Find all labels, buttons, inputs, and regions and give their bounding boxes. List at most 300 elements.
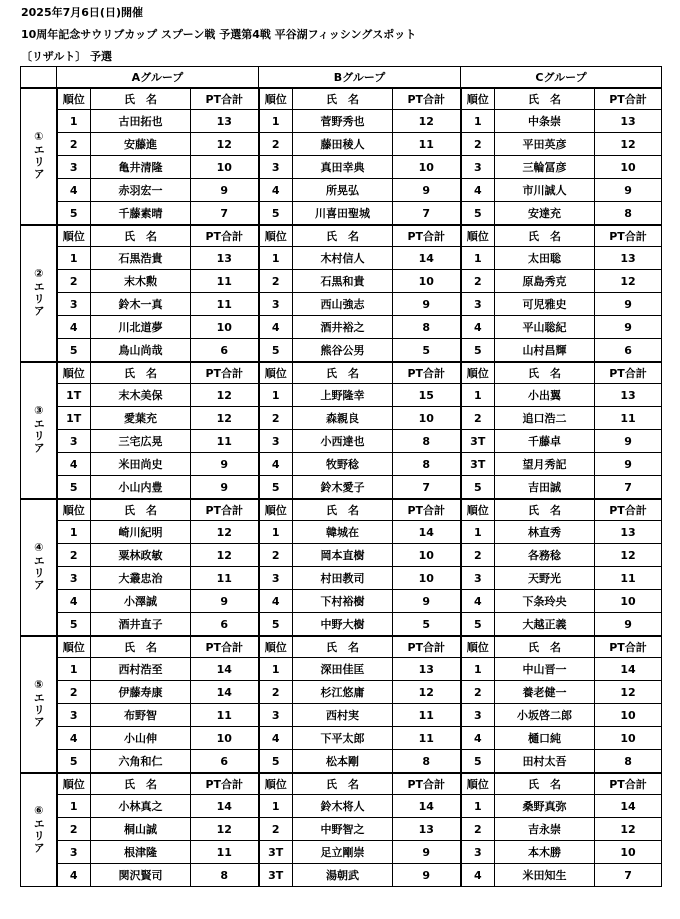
name-cell: 根津隆 [91, 841, 191, 864]
name-header: 氏 名 [293, 499, 393, 521]
pt-cell: 11 [191, 841, 259, 864]
name-header: 氏 名 [495, 225, 595, 247]
column-header-row [21, 362, 662, 384]
pt-cell: 6 [595, 339, 662, 363]
name-cell: 大越正義 [495, 613, 595, 637]
pt-cell: 11 [393, 704, 461, 727]
pt-cell: 9 [393, 590, 461, 613]
pt-cell: 14 [393, 795, 461, 818]
name-cell: 酒井直子 [91, 613, 191, 637]
name-cell: 川喜田聖城 [293, 202, 393, 226]
rank-header: 順位 [461, 88, 495, 110]
results-table [20, 66, 662, 887]
pt-cell: 10 [191, 316, 259, 339]
pt-header: PT合計 [191, 636, 259, 658]
rank-cell: 2 [461, 133, 495, 156]
results-body [21, 88, 662, 887]
pt-cell: 13 [595, 384, 662, 407]
pt-cell: 6 [191, 339, 259, 363]
rank-cell: 2 [57, 133, 91, 156]
area-cell [21, 636, 57, 773]
name-cell: 鈴木愛子 [293, 476, 393, 500]
rank-cell: 5 [259, 613, 293, 637]
name-cell: 足立剛崇 [293, 841, 393, 864]
table-row [21, 316, 662, 339]
name-cell: 平山聡紀 [495, 316, 595, 339]
name-cell: 西山強志 [293, 293, 393, 316]
rank-cell: 2 [461, 270, 495, 293]
rank-header: 順位 [57, 362, 91, 384]
area-label: ④エリア [32, 541, 46, 591]
table-row [21, 841, 662, 864]
rank-cell: 4 [259, 727, 293, 750]
pt-cell: 6 [191, 613, 259, 637]
pt-cell: 6 [191, 750, 259, 774]
name-cell: 下条玲央 [495, 590, 595, 613]
table-row [21, 544, 662, 567]
pt-header: PT合計 [393, 773, 461, 795]
rank-cell: 5 [461, 750, 495, 774]
name-cell: 本木勝 [495, 841, 595, 864]
rank-cell: 5 [57, 750, 91, 774]
rank-cell: 1 [461, 247, 495, 270]
pt-cell: 12 [595, 681, 662, 704]
pt-header: PT合計 [191, 773, 259, 795]
result-label: 〔リザルト〕 予選 [21, 50, 113, 63]
pt-header: PT合計 [595, 362, 662, 384]
name-cell: 牧野稔 [293, 453, 393, 476]
pt-header: PT合計 [393, 636, 461, 658]
pt-cell: 9 [595, 179, 662, 202]
name-cell: 石黒浩貴 [91, 247, 191, 270]
rank-cell: 3 [57, 293, 91, 316]
rank-cell: 4 [461, 316, 495, 339]
pt-cell: 7 [393, 476, 461, 500]
name-header: 氏 名 [293, 362, 393, 384]
pt-cell: 10 [595, 704, 662, 727]
rank-cell: 2 [57, 270, 91, 293]
pt-cell: 9 [191, 453, 259, 476]
name-cell: 桐山誠 [91, 818, 191, 841]
rank-cell: 2 [461, 681, 495, 704]
table-row [21, 864, 662, 887]
table-row [21, 384, 662, 407]
rank-cell: 3 [461, 841, 495, 864]
name-cell: 米田尚史 [91, 453, 191, 476]
rank-cell: 3 [57, 430, 91, 453]
name-cell: 桑野真弥 [495, 795, 595, 818]
pt-cell: 13 [393, 818, 461, 841]
pt-header: PT合計 [393, 225, 461, 247]
table-row [21, 704, 662, 727]
name-header: 氏 名 [293, 773, 393, 795]
rank-header: 順位 [57, 499, 91, 521]
pt-cell: 10 [393, 156, 461, 179]
column-header-row [21, 636, 662, 658]
name-cell: 平田英彦 [495, 133, 595, 156]
rank-cell: 1 [259, 521, 293, 544]
pt-cell: 13 [191, 110, 259, 133]
pt-cell: 14 [595, 658, 662, 681]
group-header-c: Cグループ [461, 67, 662, 89]
table-row [21, 293, 662, 316]
rank-cell: 2 [57, 544, 91, 567]
area-label: ⑤エリア [32, 678, 46, 728]
rank-cell: 4 [461, 864, 495, 887]
rank-cell: 4 [259, 316, 293, 339]
area-label: ②エリア [32, 267, 46, 317]
name-cell: 中野大樹 [293, 613, 393, 637]
rank-cell: 4 [259, 179, 293, 202]
rank-cell: 2 [461, 544, 495, 567]
pt-cell: 12 [191, 818, 259, 841]
pt-cell: 12 [595, 544, 662, 567]
rank-cell: 1 [259, 658, 293, 681]
name-header: 氏 名 [495, 636, 595, 658]
pt-cell: 11 [191, 270, 259, 293]
rank-cell: 2 [57, 818, 91, 841]
pt-cell: 9 [595, 453, 662, 476]
pt-header: PT合計 [191, 88, 259, 110]
table-row [21, 613, 662, 637]
pt-cell: 9 [191, 590, 259, 613]
name-cell: 大叢忠治 [91, 567, 191, 590]
pt-cell: 14 [191, 795, 259, 818]
pt-cell: 10 [595, 727, 662, 750]
rank-cell: 2 [259, 818, 293, 841]
name-cell: 小西達也 [293, 430, 393, 453]
pt-cell: 9 [393, 293, 461, 316]
name-cell: 市川誠人 [495, 179, 595, 202]
rank-cell: 5 [57, 476, 91, 500]
rank-cell: 4 [57, 179, 91, 202]
pt-cell: 8 [393, 430, 461, 453]
rank-cell: 5 [461, 339, 495, 363]
rank-cell: 5 [57, 613, 91, 637]
pt-cell: 14 [393, 247, 461, 270]
name-cell: 関沢賢司 [91, 864, 191, 887]
area-label: ⑥エリア [32, 803, 46, 854]
pt-cell: 14 [191, 658, 259, 681]
pt-cell: 9 [393, 179, 461, 202]
name-cell: 下村裕樹 [293, 590, 393, 613]
name-cell: 愛葉充 [91, 407, 191, 430]
name-cell: 安達充 [495, 202, 595, 226]
rank-cell: 4 [259, 590, 293, 613]
pt-cell: 12 [595, 818, 662, 841]
pt-cell: 12 [393, 681, 461, 704]
pt-cell: 13 [393, 658, 461, 681]
rank-cell: 4 [57, 727, 91, 750]
pt-cell: 8 [191, 864, 259, 887]
name-cell: 真田幸典 [293, 156, 393, 179]
rank-header: 順位 [259, 636, 293, 658]
rank-cell: 3 [57, 841, 91, 864]
name-cell: 岡本直樹 [293, 544, 393, 567]
name-cell: 所晃弘 [293, 179, 393, 202]
name-cell: 樋口純 [495, 727, 595, 750]
rank-header: 順位 [57, 225, 91, 247]
name-cell: 天野光 [495, 567, 595, 590]
pt-header: PT合計 [393, 362, 461, 384]
pt-cell: 9 [393, 864, 461, 887]
name-cell: 古田拓也 [91, 110, 191, 133]
rank-header: 順位 [259, 88, 293, 110]
rank-cell: 1 [461, 795, 495, 818]
area-cell [21, 88, 57, 225]
rank-cell: 1 [461, 384, 495, 407]
rank-cell: 1 [259, 384, 293, 407]
pt-cell: 5 [393, 613, 461, 637]
rank-cell: 2 [259, 681, 293, 704]
pt-cell: 13 [595, 521, 662, 544]
pt-cell: 14 [393, 521, 461, 544]
name-cell: 鈴木一真 [91, 293, 191, 316]
pt-cell: 7 [393, 202, 461, 226]
name-cell: 小林真之 [91, 795, 191, 818]
rank-cell: 1 [259, 795, 293, 818]
rank-cell: 5 [259, 476, 293, 500]
pt-cell: 11 [191, 567, 259, 590]
name-cell: 末木美保 [91, 384, 191, 407]
name-cell: 深田佳匡 [293, 658, 393, 681]
name-cell: 小出翼 [495, 384, 595, 407]
rank-cell: 2 [57, 681, 91, 704]
corner-cell [21, 67, 57, 89]
pt-header: PT合計 [595, 773, 662, 795]
pt-cell: 11 [191, 293, 259, 316]
pt-cell: 12 [393, 110, 461, 133]
pt-cell: 8 [595, 202, 662, 226]
rank-cell: 3 [57, 567, 91, 590]
name-cell: 林直秀 [495, 521, 595, 544]
name-cell: 川北道夢 [91, 316, 191, 339]
name-header: 氏 名 [91, 773, 191, 795]
name-cell: 藤田稜人 [293, 133, 393, 156]
pt-cell: 13 [595, 247, 662, 270]
name-cell: 森親良 [293, 407, 393, 430]
rank-cell: 3 [259, 293, 293, 316]
rank-cell: 2 [259, 407, 293, 430]
pt-header: PT合計 [393, 88, 461, 110]
name-cell: 各務稔 [495, 544, 595, 567]
pt-cell: 14 [595, 795, 662, 818]
area-cell [21, 773, 57, 887]
rank-cell: 5 [259, 750, 293, 774]
rank-cell: 4 [57, 864, 91, 887]
pt-cell: 9 [595, 293, 662, 316]
pt-cell: 7 [595, 476, 662, 500]
name-cell: 木村信人 [293, 247, 393, 270]
pt-cell: 8 [595, 750, 662, 774]
name-cell: 熊谷公男 [293, 339, 393, 363]
rank-cell: 3 [461, 293, 495, 316]
table-row [21, 727, 662, 750]
table-row [21, 110, 662, 133]
pt-cell: 11 [595, 407, 662, 430]
table-row [21, 133, 662, 156]
table-row [21, 590, 662, 613]
name-cell: 安藤進 [91, 133, 191, 156]
rank-cell: 3 [461, 567, 495, 590]
pt-cell: 8 [393, 453, 461, 476]
name-cell: 太田聡 [495, 247, 595, 270]
event-date: 2025年7月6日(日)開催 [21, 6, 143, 19]
rank-cell: 1 [461, 658, 495, 681]
pt-cell: 11 [191, 704, 259, 727]
name-cell: 米田知生 [495, 864, 595, 887]
pt-header: PT合計 [191, 225, 259, 247]
pt-cell: 12 [191, 133, 259, 156]
name-cell: 末木勲 [91, 270, 191, 293]
name-header: 氏 名 [91, 362, 191, 384]
name-cell: 亀井清隆 [91, 156, 191, 179]
rank-cell: 3 [259, 567, 293, 590]
name-cell: 三宅広晃 [91, 430, 191, 453]
pt-header: PT合計 [595, 88, 662, 110]
pt-cell: 10 [393, 407, 461, 430]
rank-cell: 5 [461, 613, 495, 637]
pt-cell: 5 [393, 339, 461, 363]
rank-cell: 4 [57, 453, 91, 476]
rank-cell: 5 [461, 202, 495, 226]
rank-cell: 1T [57, 407, 91, 430]
name-header: 氏 名 [293, 88, 393, 110]
pt-cell: 7 [595, 864, 662, 887]
rank-cell: 1 [57, 247, 91, 270]
table-row [21, 658, 662, 681]
area-cell [21, 225, 57, 362]
table-row [21, 476, 662, 500]
pt-cell: 10 [191, 156, 259, 179]
rank-cell: 3 [259, 430, 293, 453]
name-cell: 西村実 [293, 704, 393, 727]
column-header-row [21, 773, 662, 795]
rank-cell: 1 [57, 658, 91, 681]
table-row [21, 430, 662, 453]
name-cell: 中条崇 [495, 110, 595, 133]
rank-cell: 1 [57, 110, 91, 133]
pt-cell: 10 [595, 156, 662, 179]
pt-cell: 11 [191, 430, 259, 453]
name-cell: 千藤素晴 [91, 202, 191, 226]
table-row [21, 156, 662, 179]
name-cell: 布野智 [91, 704, 191, 727]
name-cell: 鳥山尚哉 [91, 339, 191, 363]
pt-cell: 12 [191, 544, 259, 567]
area-label: ①エリア [32, 130, 46, 180]
rank-cell: 3 [461, 156, 495, 179]
rank-cell: 1 [461, 521, 495, 544]
name-header: 氏 名 [495, 362, 595, 384]
rank-header: 順位 [461, 499, 495, 521]
rank-cell: 3T [461, 430, 495, 453]
rank-header: 順位 [57, 773, 91, 795]
rank-cell: 3 [259, 156, 293, 179]
name-header: 氏 名 [293, 636, 393, 658]
pt-cell: 12 [595, 133, 662, 156]
area-cell [21, 499, 57, 636]
name-cell: 村田教司 [293, 567, 393, 590]
rank-header: 順位 [461, 362, 495, 384]
name-cell: 小山伸 [91, 727, 191, 750]
table-row [21, 407, 662, 430]
pt-cell: 10 [393, 567, 461, 590]
rank-header: 順位 [57, 636, 91, 658]
pt-cell: 8 [393, 316, 461, 339]
name-cell: 韓城在 [293, 521, 393, 544]
name-cell: 田村太吾 [495, 750, 595, 774]
rank-cell: 1 [461, 110, 495, 133]
name-cell: 湯朝武 [293, 864, 393, 887]
name-cell: 原島秀克 [495, 270, 595, 293]
name-cell: 六角和仁 [91, 750, 191, 774]
pt-cell: 13 [191, 247, 259, 270]
name-cell: 松本剛 [293, 750, 393, 774]
pt-header: PT合計 [595, 636, 662, 658]
rank-cell: 3 [259, 704, 293, 727]
name-header: 氏 名 [91, 636, 191, 658]
rank-header: 順位 [57, 88, 91, 110]
pt-header: PT合計 [191, 499, 259, 521]
pt-cell: 11 [393, 727, 461, 750]
name-header: 氏 名 [495, 88, 595, 110]
rank-cell: 3 [57, 156, 91, 179]
column-header-row [21, 88, 662, 110]
pt-cell: 8 [393, 750, 461, 774]
rank-cell: 3T [259, 864, 293, 887]
name-cell: 下平太郎 [293, 727, 393, 750]
pt-cell: 12 [191, 407, 259, 430]
rank-cell: 4 [461, 179, 495, 202]
column-header-row [21, 225, 662, 247]
pt-cell: 9 [595, 430, 662, 453]
name-cell: 伊藤寿康 [91, 681, 191, 704]
pt-cell: 12 [191, 521, 259, 544]
name-header: 氏 名 [495, 499, 595, 521]
pt-cell: 14 [191, 681, 259, 704]
pt-header: PT合計 [191, 362, 259, 384]
name-cell: 中野智之 [293, 818, 393, 841]
rank-cell: 2 [461, 818, 495, 841]
table-row [21, 681, 662, 704]
table-row [21, 795, 662, 818]
rank-cell: 4 [461, 590, 495, 613]
name-cell: 山村昌輝 [495, 339, 595, 363]
rank-cell: 4 [57, 316, 91, 339]
rank-cell: 2 [461, 407, 495, 430]
area-cell [21, 362, 57, 499]
column-header-row [21, 499, 662, 521]
pt-cell: 12 [595, 270, 662, 293]
rank-cell: 5 [57, 202, 91, 226]
name-cell: 粟林政敏 [91, 544, 191, 567]
rank-header: 順位 [259, 773, 293, 795]
pt-cell: 15 [393, 384, 461, 407]
name-cell: 三輪冨彦 [495, 156, 595, 179]
pt-cell: 9 [191, 476, 259, 500]
table-row [21, 270, 662, 293]
name-cell: 上野隆幸 [293, 384, 393, 407]
pt-cell: 9 [595, 316, 662, 339]
name-cell: 追口浩二 [495, 407, 595, 430]
area-label: ③エリア [32, 404, 46, 454]
name-cell: 赤羽宏一 [91, 179, 191, 202]
rank-cell: 4 [259, 453, 293, 476]
table-row [21, 567, 662, 590]
table-row [21, 750, 662, 774]
rank-cell: 3 [57, 704, 91, 727]
